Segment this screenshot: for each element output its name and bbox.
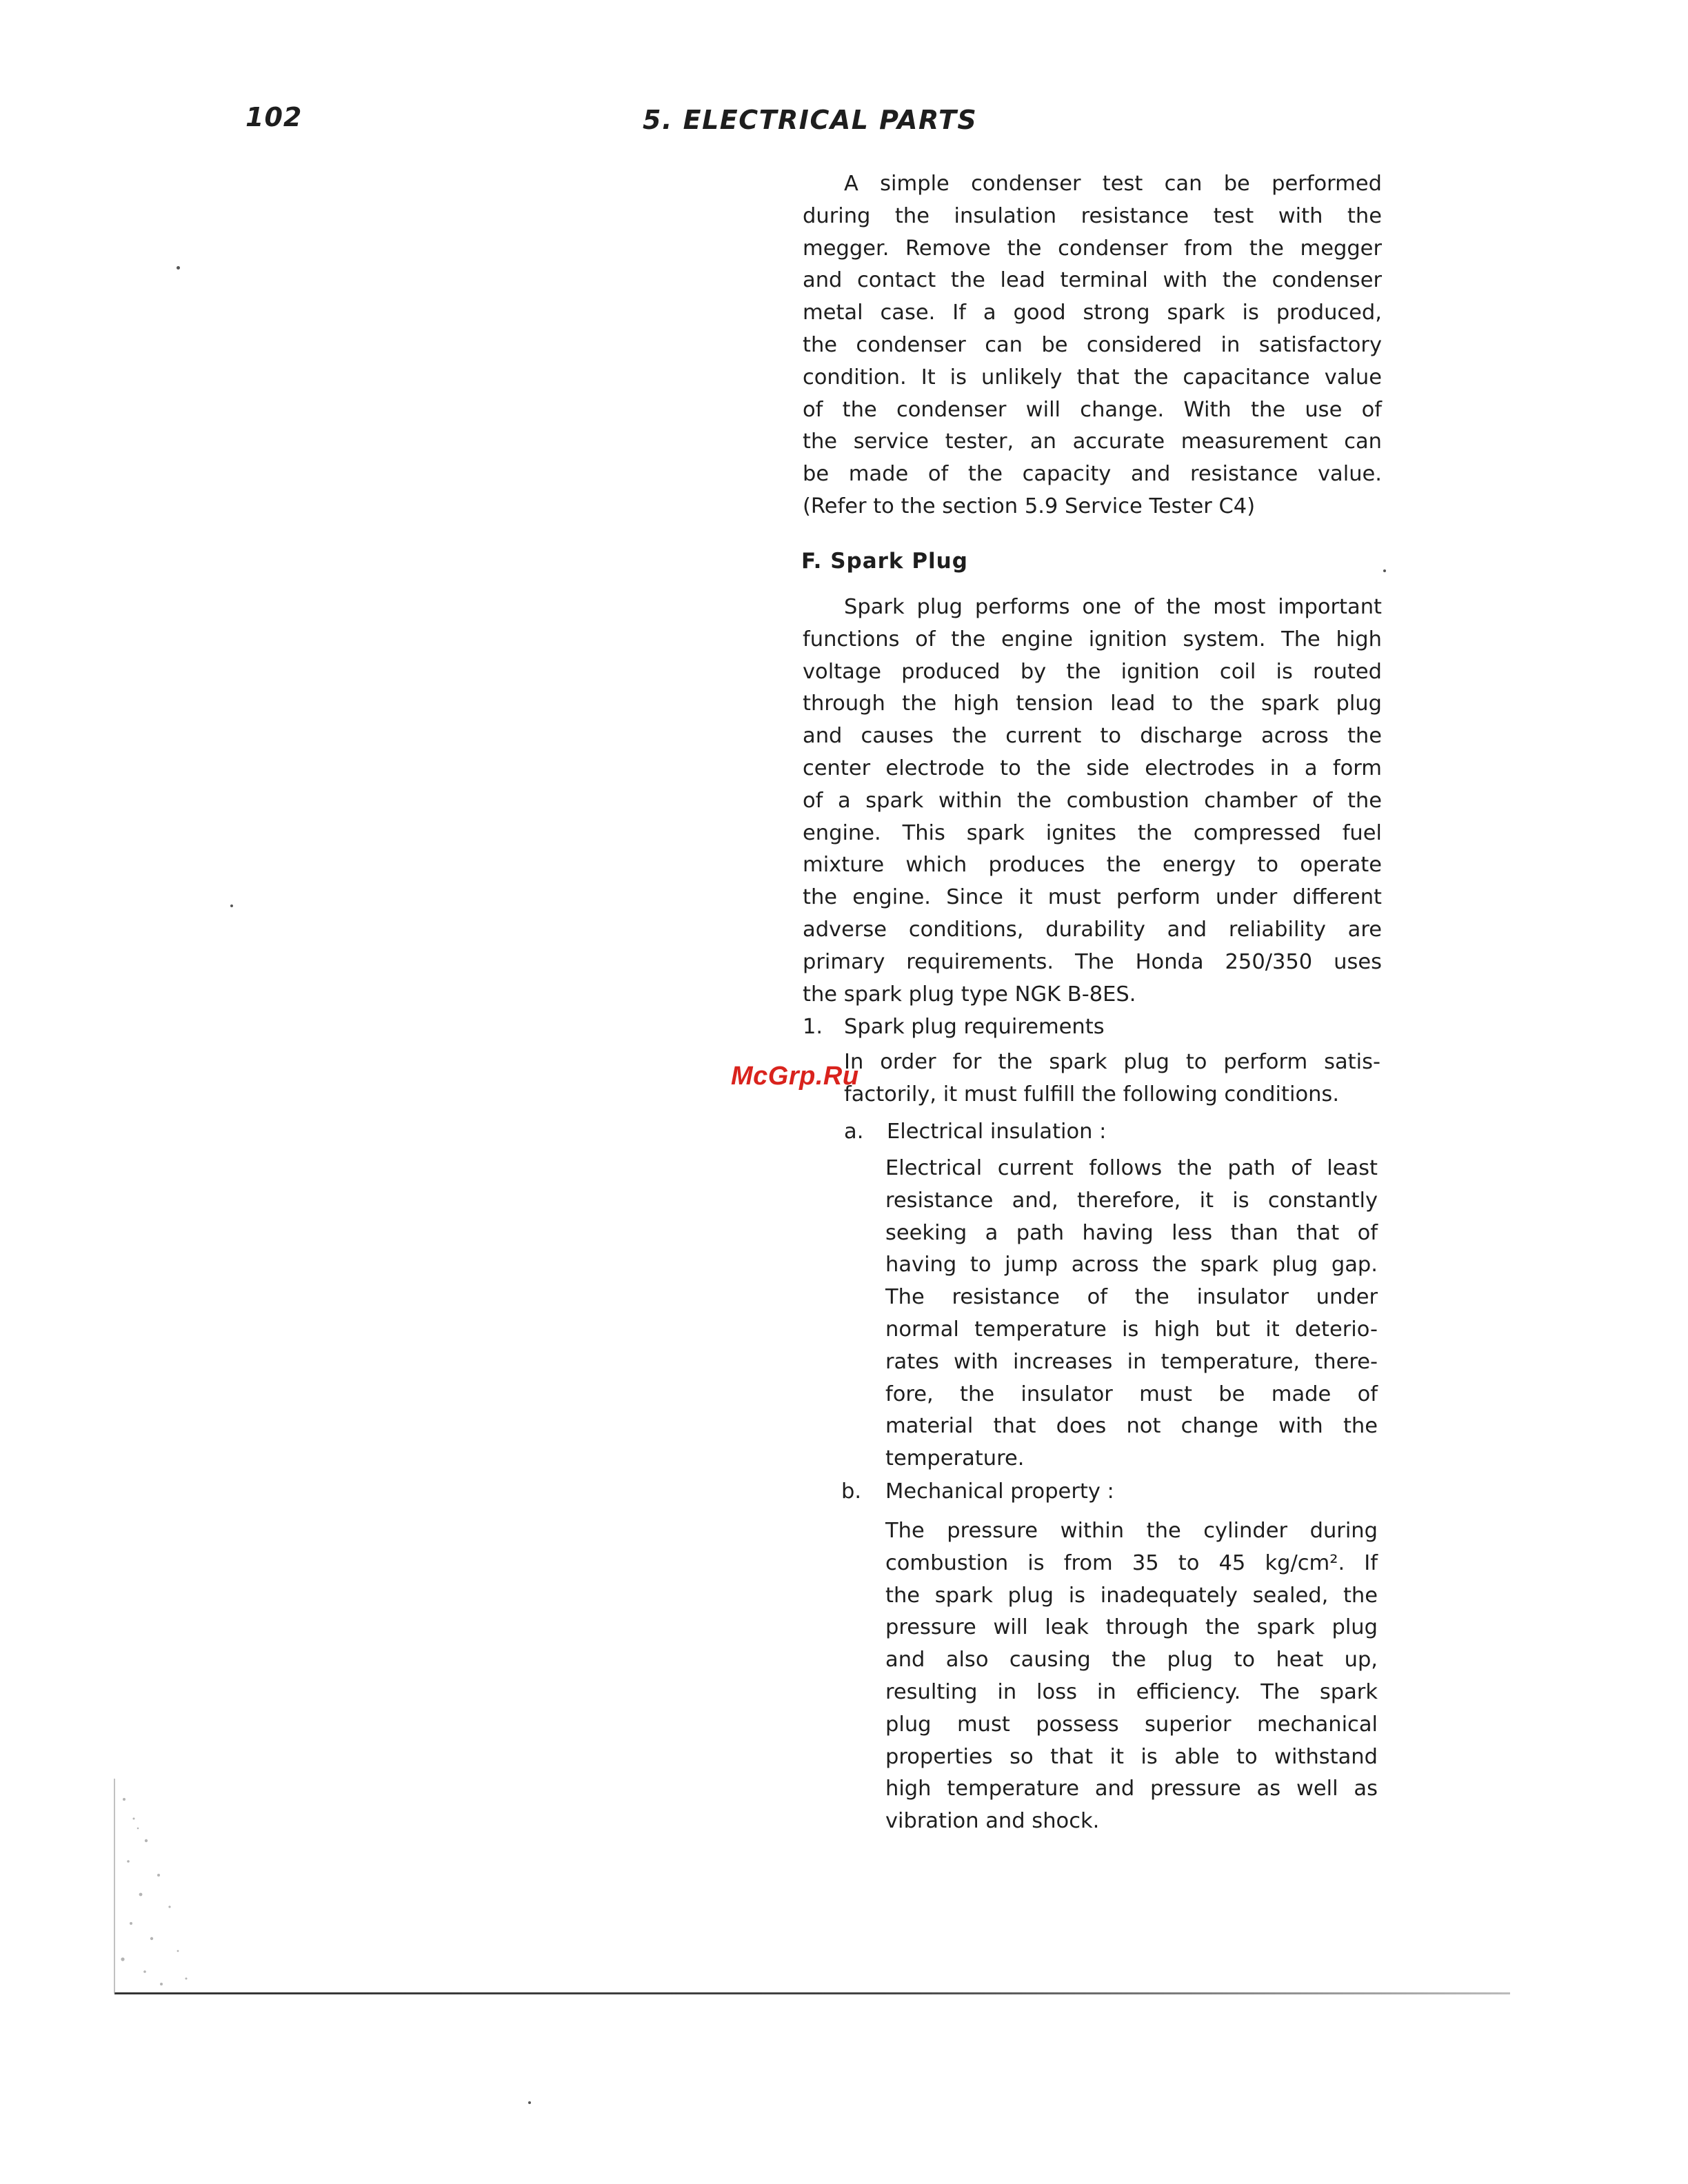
text-line: The resistance of the insulator under [885,1285,1378,1310]
speck [1383,569,1386,572]
text-line: engine. This spark ignites the compressed fuel [803,820,1382,845]
watermark: McGrp.Ru [731,1062,859,1091]
text-line: and causes the current to discharge across the [803,724,1382,749]
text-line: condition. It is unlikely that the capacitance value [803,365,1382,390]
text-line: high temperature and pressure as well as [885,1777,1378,1801]
text-line: plug must possess superior mechanical [885,1712,1378,1737]
text-line: resistance and, therefore, it is constantly [885,1188,1378,1213]
text-line: of the condenser will change. With the use of [803,397,1382,422]
item-1-title: Spark plug requirements [844,1015,1105,1039]
item-a-paragraph [885,1153,1378,1475]
chapter-title: 5. ELECTRICAL PARTS [643,105,978,135]
intro-paragraph [803,168,1382,523]
text-line: and also causing the plug to heat up, [885,1648,1378,1672]
text-line: The pressure within the cylinder during [885,1519,1378,1543]
item-b-title: Mechanical property : [885,1479,1114,1504]
text-line: the condenser can be considered in satisfactory [803,332,1382,357]
item-1-paragraph [844,1046,1380,1111]
text-line: A simple condenser test can be performed [844,172,1382,196]
text-line: the spark plug type NGK B-8ES. [803,982,1136,1007]
text-line: vibration and shock. [885,1809,1100,1834]
text-line: be made of the capacity and resistance value. [803,462,1382,487]
text-line: and contact the lead terminal with the condenser [803,268,1382,293]
text-line: having to jump across the spark plug gap. [885,1253,1378,1277]
item-b-paragraph [885,1515,1378,1838]
text-line: metal case. If a good strong spark is produced, [803,301,1382,325]
text-line: pressure will leak through the spark plug [885,1615,1378,1640]
text-line: resulting in loss in efficiency. The spark [885,1679,1378,1704]
text-line: through the high tension lead to the spark plug [803,691,1382,716]
speck [230,904,233,907]
speck [177,266,180,270]
text-line: primary requirements. The Honda 250/350 uses [803,949,1382,974]
text-line: adverse conditions, durability and reliability are [803,917,1382,942]
item-a-label: a. [844,1120,864,1144]
binding-texture [110,1779,214,1996]
text-line: of a spark within the combustion chamber of the [803,788,1382,813]
text-line: (Refer to the section 5.9 Service Tester C4) [803,494,1256,518]
text-line: center electrode to the side electrodes in a form [803,756,1382,780]
text-line: properties so that it is able to withstand [885,1744,1378,1769]
text-line: normal temperature is high but it deterio- [885,1317,1378,1342]
bottom-rule [114,1992,1510,1994]
text-line: the service tester, an accurate measurement can [803,429,1382,454]
text-line: functions of the engine ignition system. The high [803,627,1382,651]
text-line: factorily, it must fulfill the following conditions. [844,1082,1340,1106]
section-f-paragraph [803,592,1382,1011]
section-heading: F. Spark Plug [801,549,968,574]
page-number: 102 [245,102,303,132]
text-line: the spark plug is inadequately sealed, the [885,1583,1378,1608]
text-line: material that does not change with the [885,1414,1378,1439]
text-line: the engine. Since it must perform under different [803,885,1382,910]
text-line: voltage produced by the ignition coil is routed [803,659,1382,684]
text-line: rates with increases in temperature, there- [885,1349,1378,1374]
item-a-title: Electrical insulation : [887,1120,1107,1144]
text-line: temperature. [885,1446,1025,1471]
item-b-label: b. [841,1479,862,1504]
text-line: combustion is from 35 to 45 kg/cm². If [885,1550,1378,1575]
text-line: mixture which produces the energy to operate [803,853,1382,878]
text-line: fore, the insulator must be made of [885,1382,1378,1406]
item-1-number: 1. [803,1015,823,1039]
text-line: Electrical current follows the path of least [885,1156,1378,1180]
text-line: seeking a path having less than that of [885,1220,1378,1245]
text-line: In order for the spark plug to perform satis- [844,1050,1380,1074]
text-line: megger. Remove the condenser from the megger [803,236,1382,261]
speck [528,2101,531,2104]
text-line: during the insulation resistance test with the [803,203,1382,228]
text-line: Spark plug performs one of the most important [844,595,1382,619]
